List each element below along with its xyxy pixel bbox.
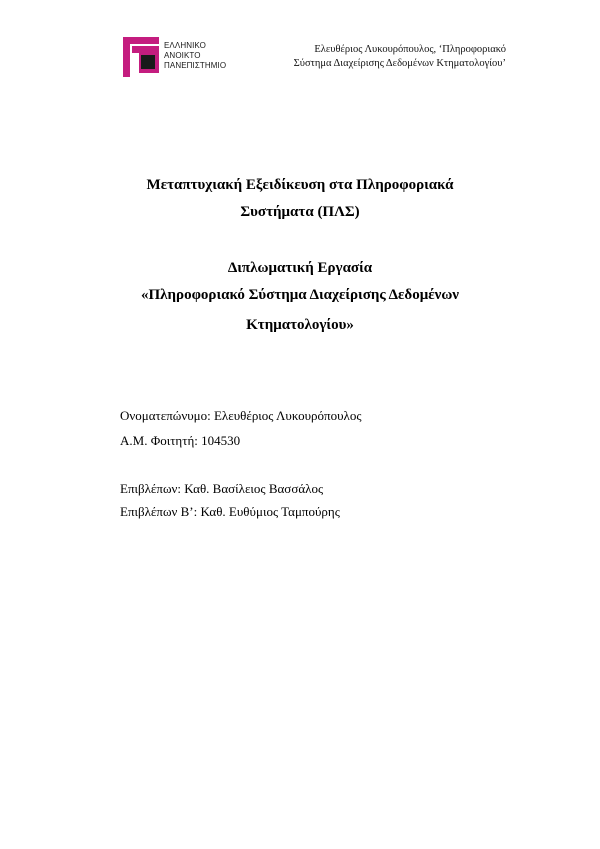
logo-line-1: ΕΛΛΗΝΙΚΟ [164,41,206,50]
thesis-title-line-2: Κτηματολογίου» [246,317,354,333]
supervisor: Επιβλέπων: Καθ. Βασίλειος Βασσάλος [120,481,324,496]
program-title-line-2: Συστήματα (ΠΛΣ) [240,204,360,220]
header-line-2: Σύστημα Διαχείρισης Δεδομένων Κτηματολογίου’ [293,58,506,69]
student-name: Ονοματεπώνυμο: Ελευθέριος Λυκουρόπουλος [120,408,362,423]
thesis-type: Διπλωματική Εργασία [227,260,373,276]
university-logo [121,35,236,79]
student-id: Α.Μ. Φοιτητή: 104530 [120,433,241,448]
header-line-1: Ελευθέριος Λυκουρόπουλος, ‘Πληροφοριακό [314,44,506,55]
logo-line-3: ΠΑΝΕΠΙΣΤΗΜΙΟ [164,61,227,70]
logo-wordmark [164,41,244,71]
second-supervisor: Επιβλέπων Β’: Καθ. Ευθύμιος Ταμπούρης [120,504,340,519]
eap-logo-icon [121,35,165,79]
thesis-title-line-1: «Πληροφοριακό Σύστημα Διαχείρισης Δεδομένων [140,287,460,303]
logo-line-2: ΑΝΟΙΚΤΟ [164,51,201,60]
running-header [236,43,506,71]
program-title-line-1: Μεταπτυχιακή Εξειδίκευση στα Πληροφοριακά [146,177,454,193]
